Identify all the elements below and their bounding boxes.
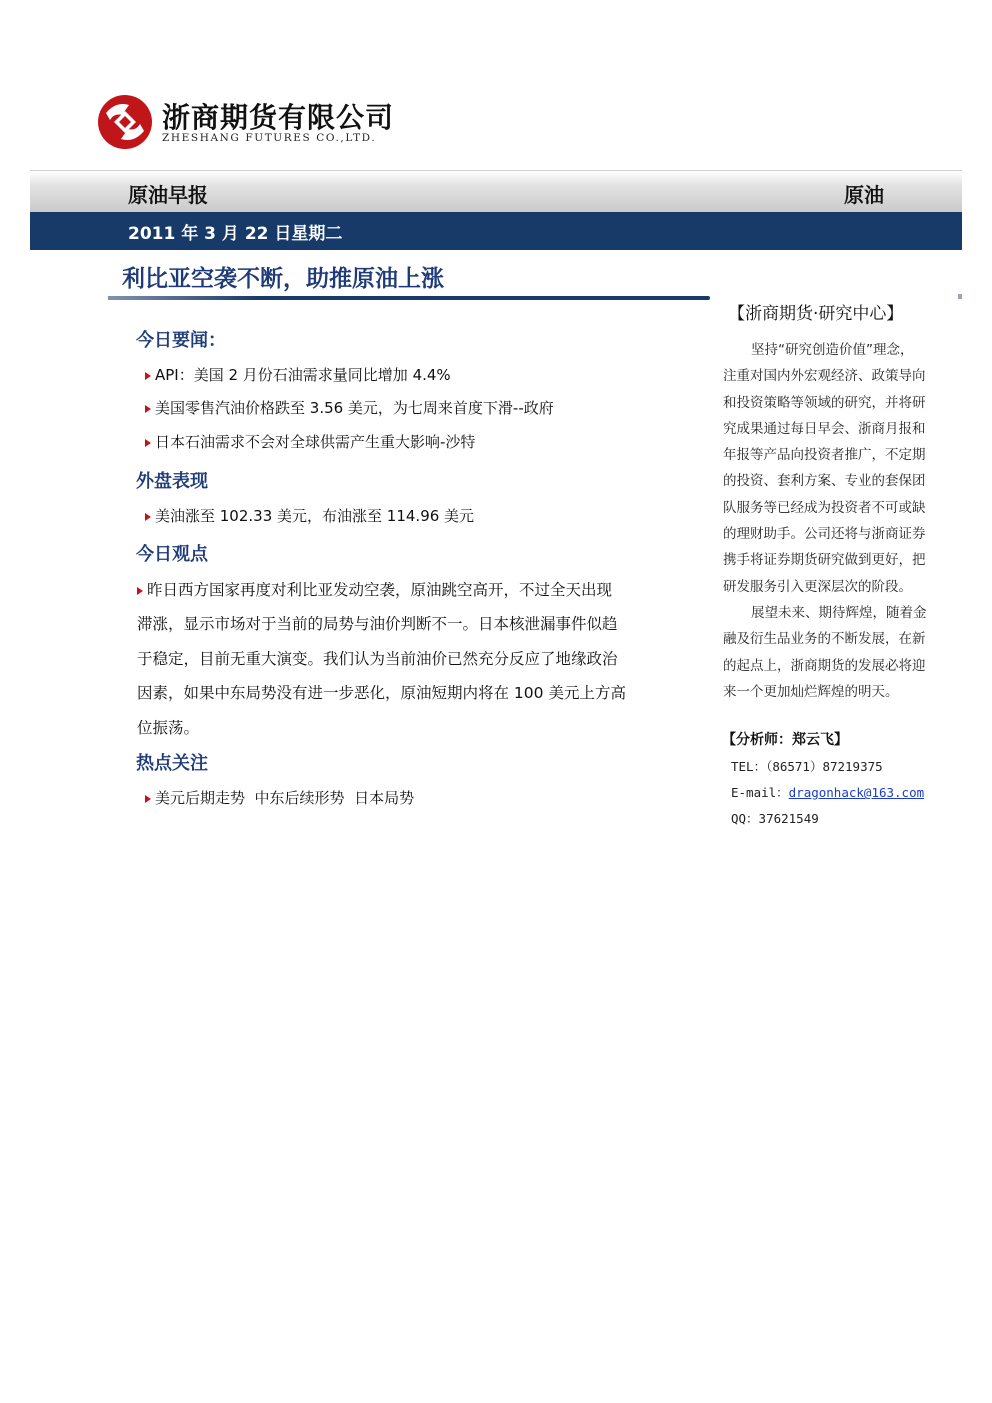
view-line: 位振荡。	[137, 718, 200, 737]
view-paragraph	[137, 573, 685, 745]
sidebar-title: 【浙商期货·研究中心】	[728, 304, 904, 324]
headline-divider	[108, 296, 710, 300]
news-item: 美国零售汽油价格跌至 3.56 美元，为七周来首度下滑--政府	[145, 398, 554, 418]
report-date-bar	[30, 212, 962, 250]
sidebar-outlook-line: 的起点上，浙商期货的发展必将迎	[723, 657, 926, 674]
report-date: 2011 年 3 月 22 日星期二	[128, 224, 343, 244]
email-label: E-mail：	[731, 785, 789, 800]
section-title-market: 外盘表现	[136, 471, 208, 492]
sidebar-intro-line: 年报等产品向投资者推广，不定期	[723, 447, 926, 464]
headline: 利比亚空袭不断，助推原油上涨	[122, 266, 444, 292]
sidebar-intro-line: 和投资策略等领域的研究，并将研	[723, 394, 926, 411]
market-item: 美油涨至 102.33 美元，布油涨至 114.96 美元	[145, 506, 474, 526]
sidebar-intro-line: 队服务等已经成为投资者不可或缺	[723, 499, 926, 516]
sidebar-intro	[723, 337, 955, 705]
section-title-view: 今日观点	[136, 544, 208, 565]
company-name-en: ZHESHANG FUTURES CO.,LTD.	[162, 132, 377, 144]
red-triangle-bullet-icon	[145, 439, 151, 447]
sidebar-intro-line: 坚持“研究创造价值”理念，	[751, 342, 914, 358]
zheshang-futures-logo-icon	[96, 93, 154, 151]
section-title-focus: 热点关注	[136, 753, 208, 774]
sidebar-intro-line: 的投资、套利方案、专业的套保团	[723, 473, 926, 490]
red-triangle-bullet-icon	[137, 587, 143, 595]
red-triangle-bullet-icon	[145, 372, 151, 380]
focus-item: 美元后期走势 中东后续形势 日本局势	[145, 788, 414, 808]
report-title-bar	[30, 170, 962, 213]
red-triangle-bullet-icon	[145, 795, 151, 803]
commodity-label: 原油	[844, 183, 884, 207]
news-item: API：美国 2 月份石油需求量同比增加 4.4%	[145, 365, 451, 385]
red-triangle-bullet-icon	[145, 513, 151, 521]
email-link[interactable]: dragonhack@163.com	[788, 785, 925, 800]
analyst-tel: TEL：（86571）87219375	[731, 759, 883, 774]
sidebar-intro-line: 注重对国内外宏观经济、政策导向	[723, 368, 926, 385]
red-triangle-bullet-icon	[145, 405, 151, 413]
sidebar-intro-line: 的理财助手。公司还将与浙商证券	[723, 526, 926, 543]
analyst-qq: QQ：37621549	[731, 811, 819, 826]
section-title-news: 今日要闻：	[136, 330, 226, 351]
analyst-label: 【分析师：郑云飞】	[722, 732, 848, 748]
sidebar-intro-line: 携手将证券期货研究做到更好，把	[723, 552, 926, 569]
analyst-email-row	[731, 783, 924, 801]
report-name: 原油早报	[128, 183, 208, 207]
news-item: 日本石油需求不会对全球供需产生重大影响-沙特	[145, 432, 475, 452]
view-line: 昨日西方国家再度对利比亚发动空袭，原油跳空高开，不过全天出现	[137, 573, 685, 607]
sidebar-outlook-line: 来一个更加灿烂辉煌的明天。	[723, 683, 899, 700]
company-name-cn: 浙商期货有限公司	[162, 101, 395, 134]
view-line: 因素，如果中东局势没有进一步恶化，原油短期内将在 100 美元上方高	[137, 684, 626, 703]
sidebar-intro-line: 研发服务引入更深层次的阶段。	[723, 578, 912, 595]
view-line: 于稳定，目前无重大演变。我们认为当前油价已然充分反应了地缘政治	[137, 649, 618, 668]
sidebar-intro-line: 究成果通过每日早会、浙商月报和	[723, 420, 926, 437]
sidebar-divider-mark	[958, 294, 962, 299]
sidebar-outlook-line: 融及衍生品业务的不断发展，在新	[723, 631, 926, 648]
sidebar-outlook-line: 展望未来、期待辉煌，随着金	[751, 604, 927, 621]
view-line: 滞涨，显示市场对于当前的局势与油价判断不一。日本核泄漏事件似趋	[137, 615, 618, 634]
